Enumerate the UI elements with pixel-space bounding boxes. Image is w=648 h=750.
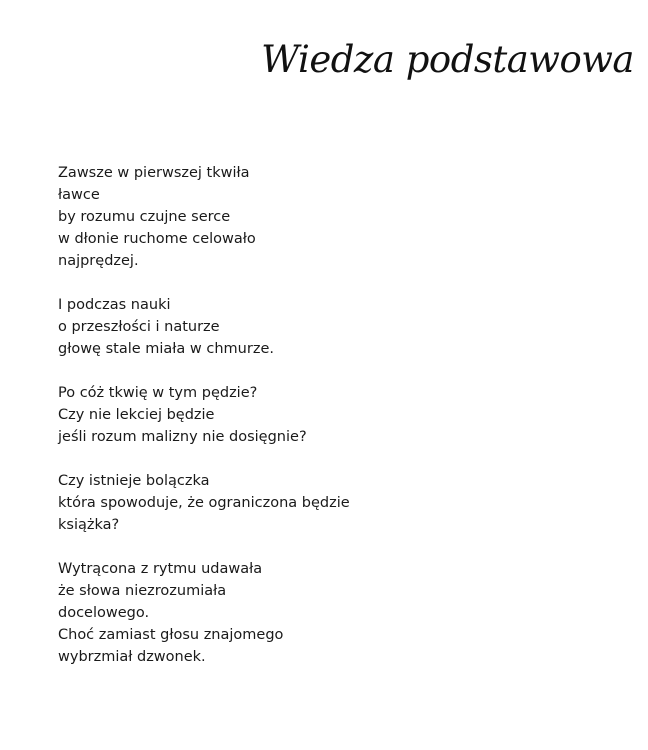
verse-line: Czy istnieje bolączka <box>58 473 210 489</box>
stanza-5 <box>58 558 618 668</box>
verse-line: by rozumu czujne serce <box>58 209 231 225</box>
verse-line: ławce <box>58 187 100 203</box>
stanza-2 <box>58 294 618 360</box>
verse-line: jeśli rozum malizny nie dosięgnie? <box>58 429 307 445</box>
page-title: Wiedza podstawowa <box>261 38 634 81</box>
verse-line: Czy nie lekciej będzie <box>58 407 215 423</box>
verse-line: wybrzmiał dzwonek. <box>58 649 206 665</box>
verse-line: głowę stale miała w chmurze. <box>58 341 274 357</box>
verse-line: która spowoduje, że ograniczona będzie <box>58 495 350 511</box>
verse-line: Po cóż tkwię w tym pędzie? <box>58 385 258 401</box>
poem-body <box>58 162 618 690</box>
verse-line: że słowa niezrozumiała <box>58 583 227 599</box>
verse-line: najprędzej. <box>58 253 139 269</box>
verse-line: o przeszłości i naturze <box>58 319 220 335</box>
stanza-1 <box>58 162 618 272</box>
verse-line: Wytrącona z rytmu udawała <box>58 561 263 577</box>
stanza-4 <box>58 470 618 536</box>
verse-line: Zawsze w pierwszej tkwiła <box>58 165 250 181</box>
verse-line: I podczas nauki <box>58 297 171 313</box>
verse-line: docelowego. <box>58 605 150 621</box>
stanza-3 <box>58 382 618 448</box>
verse-line: w dłonie ruchome celowało <box>58 231 256 247</box>
verse-line: książka? <box>58 517 120 533</box>
verse-line: Choć zamiast głosu znajomego <box>58 627 284 643</box>
